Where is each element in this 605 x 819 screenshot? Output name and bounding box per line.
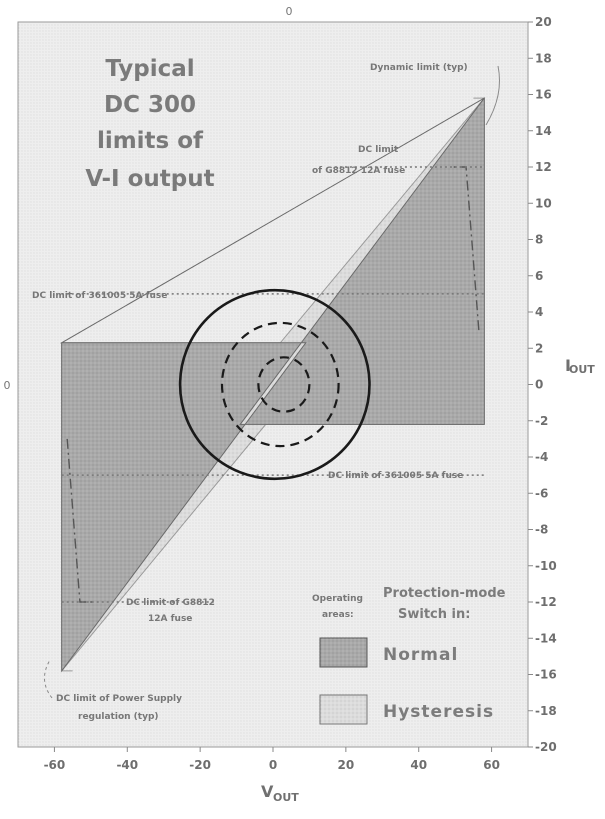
y-tick-label: -20	[535, 740, 557, 754]
y-axis-ticks	[528, 15, 557, 754]
y-tick-label: 16	[535, 87, 552, 102]
y-tick-label: 20	[535, 15, 552, 29]
dynamic-limit-label: Dynamic limit (typ)	[370, 63, 468, 73]
y-tick-label: 2	[535, 341, 544, 356]
y-tick-label: 10	[535, 196, 552, 211]
y-tick-label: -6	[535, 486, 549, 501]
x-tick-label: 60	[483, 758, 500, 772]
legend-swatch-hysteresis	[320, 695, 367, 724]
regulation-label-2: regulation (typ)	[78, 712, 159, 722]
title-line-1: Typical	[105, 56, 195, 82]
left-zero-mark: 0	[3, 379, 11, 392]
x-tick-label: -60	[43, 758, 66, 772]
g8812-bottom-label-1: DC limit of G8812	[126, 598, 215, 608]
y-tick-label: -18	[535, 703, 557, 718]
x-axis-title	[261, 782, 299, 804]
g8812-top-label-2: of G8812 12A fuse	[312, 166, 406, 176]
title-line-4: V-I output	[85, 166, 215, 192]
x-tick-label: -40	[116, 758, 139, 772]
title-line-3: limits of	[96, 128, 204, 154]
fuse5a-bottom-label: DC limit of 361005 5A fuse	[328, 471, 464, 481]
legend-header-1: Protection-mode	[383, 586, 506, 601]
y-tick-label: 0	[535, 377, 544, 392]
y-tick-label: -16	[535, 667, 557, 682]
legend-header-2: Switch in:	[398, 607, 471, 622]
legend-operating-1: Operating	[312, 594, 363, 604]
legend-label-normal: Normal	[383, 645, 459, 665]
y-tick-label: 14	[535, 123, 552, 138]
y-tick-label: 18	[535, 51, 552, 66]
y-tick-label: -14	[535, 631, 557, 646]
g8812-top-label-1: DC limit	[358, 145, 399, 155]
g8812-bottom-label-2: 12A fuse	[148, 614, 193, 624]
legend-label-hysteresis: Hysteresis	[383, 702, 495, 722]
x-axis-ticks	[44, 747, 500, 772]
y-tick-label: 4	[535, 305, 544, 319]
y-axis-title	[565, 356, 595, 376]
y-tick-label: 6	[535, 268, 544, 283]
x-axis-label: V	[261, 782, 274, 801]
x-tick-label: 40	[410, 758, 428, 772]
y-tick-label: -12	[535, 595, 557, 609]
fuse5a-top-label: DC limit of 361005 5A fuse	[32, 291, 168, 301]
y-tick-label: 8	[535, 232, 544, 247]
x-axis-label-sub: OUT	[273, 791, 299, 804]
x-tick-label: -20	[189, 758, 211, 772]
y-tick-label: 12	[535, 160, 552, 174]
y-axis-label-sub: OUT	[569, 363, 595, 376]
y-tick-label: -2	[535, 413, 549, 428]
title-line-2: DC 300	[104, 92, 196, 118]
y-tick-label: -8	[535, 522, 549, 537]
top-zero-mark: 0	[285, 5, 293, 18]
legend-swatch-normal	[320, 638, 367, 667]
y-tick-label: -4	[535, 450, 549, 464]
y-axis-label: I	[565, 356, 571, 375]
regulation-label-1: DC limit of Power Supply	[56, 694, 183, 704]
legend-operating-2: areas:	[322, 610, 354, 620]
y-tick-label: -10	[535, 558, 557, 573]
x-tick-label: 20	[337, 758, 355, 772]
x-tick-label: 0	[268, 758, 278, 772]
